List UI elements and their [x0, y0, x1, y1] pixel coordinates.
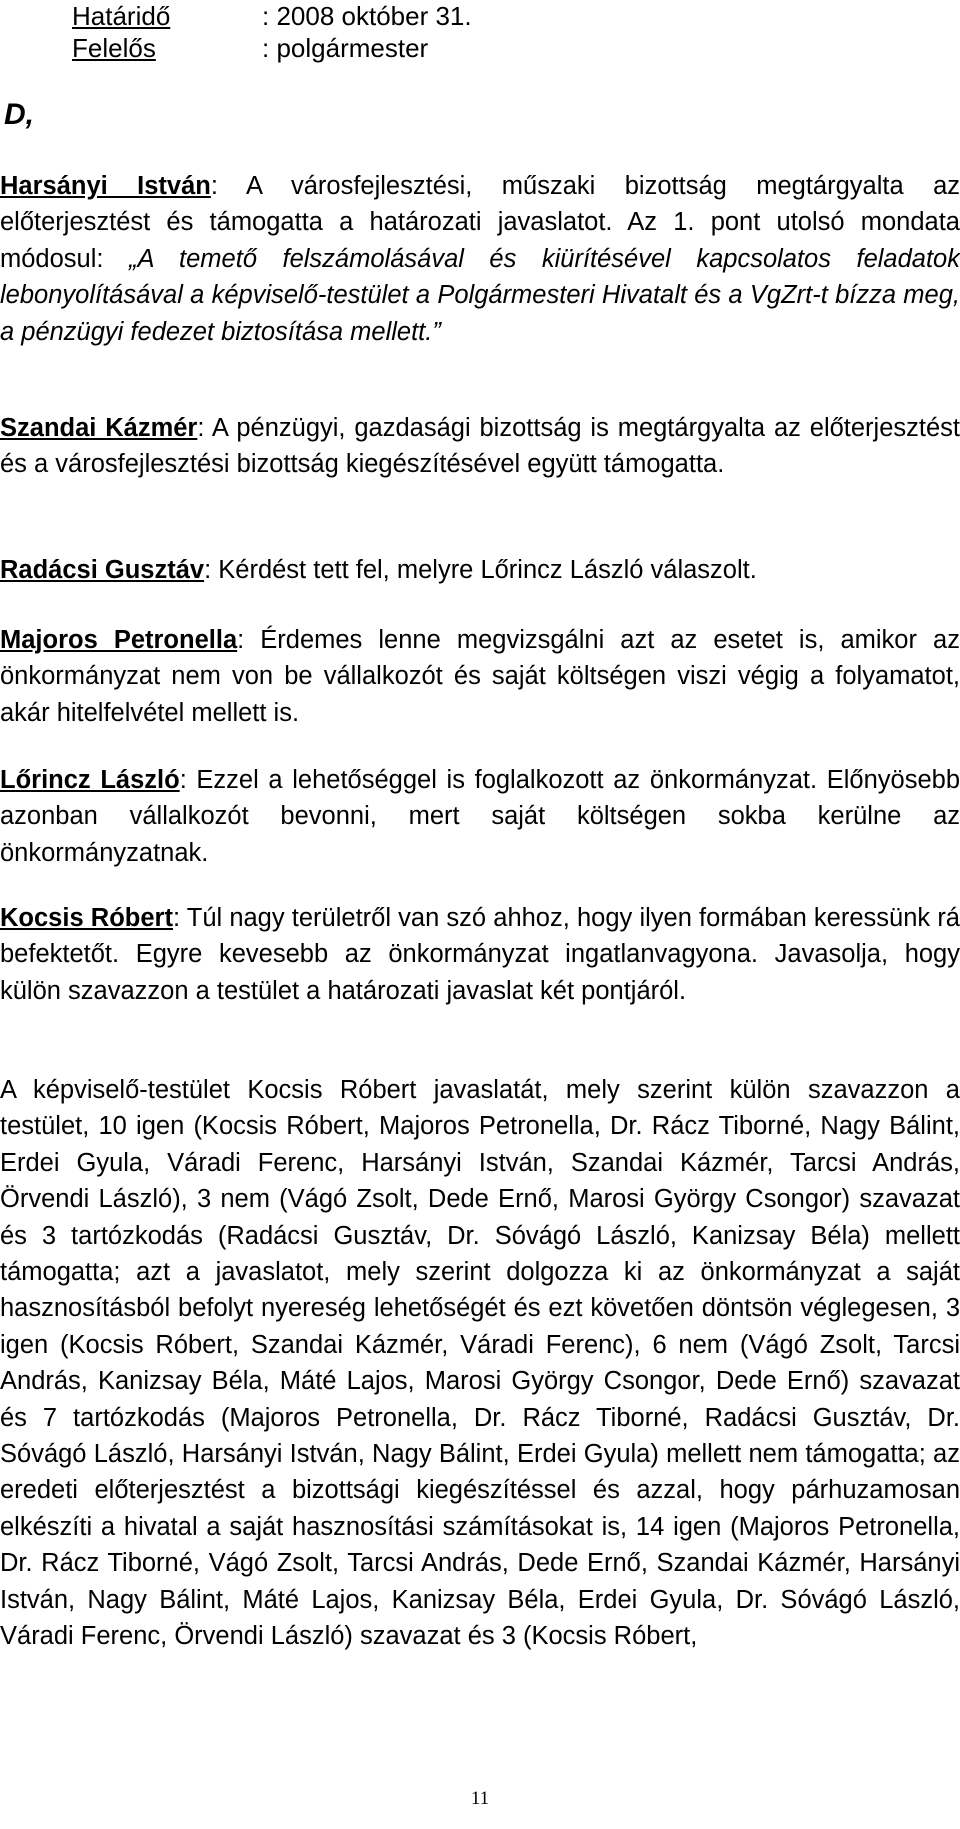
deadline-label: Határidő — [72, 1, 171, 31]
speaker-name: Harsányi István — [0, 172, 211, 200]
speaker-name: Majoros Petronella — [0, 626, 238, 654]
responsible-row — [72, 32, 428, 64]
speaker-name: Kocsis Róbert — [0, 904, 173, 932]
paragraph-harsanyi — [0, 168, 960, 350]
speaker-name: Radácsi Gusztáv — [0, 556, 205, 584]
paragraph-text: : Túl nagy területről van szó ahhoz, hogy ilyen formában keressünk rá befektetőt. Egyre kevesebb az önkormányzat ingatlanvagyona. Javasolja, hogy külön szavazzon a testület a határozati javaslat két pontjáról. — [0, 904, 960, 1005]
amendment-quote: „A temető felszámolásával és kiürítésével kapcsolatos feladatok lebonyolításával a képviselő-testület a Polgármesteri Hivatalt és a VgZrt-t bízza meg, a pénzügyi fedezet biztosítása mellett.” — [0, 244, 960, 346]
speaker-name: Szandai Kázmér — [0, 414, 198, 442]
paragraph-lorincz — [0, 762, 960, 871]
paragraph-radacsi — [0, 552, 960, 588]
speaker-name: Lőrincz László — [0, 766, 180, 794]
paragraph-text: : Érdemes lenne megvizsgálni azt az esetet is, amikor az önkormányzat nem von be vállalkozót és saját költségen viszi végig a folyamatot, akár hitelfelvétel mellett is. — [0, 626, 960, 727]
paragraph-majoros — [0, 622, 960, 731]
paragraph-text: : A városfejlesztési, műszaki bizottság megtárgyalta az előterjesztést és támogatta a határozati javaslatot. Az 1. pont utolsó mondata módosul: — [0, 172, 960, 273]
paragraph-text: A képviselő-testület Kocsis Róbert javaslatát, mely szerint külön szavazzon a testület, 10 igen (Kocsis Róbert, Majoros Petronella, Dr. Rácz Tiborné, Nagy Bálint, Erdei Gyula, Váradi Ferenc, Harsányi István, Szandai Kázmér, Tarcsi András, Örvendi László), 3 nem (Vágó Zsolt, Dede Ernő, Marosi György Csongor) szavazat és 3 tartózkodás (Radácsi Gusztáv, Dr. Sóvágó László, Kanizsay Béla) mellett támogatta; azt a javaslatot, mely szerint dolgozza ki az önkormányzat a saját hasznosításból befolyt nyereség lehetőségét és ezt követően döntsön véglegesen, 3 igen (Kocsis Róbert, Szandai Kázmér, Váradi Ferenc), 6 nem (Vágó Zsolt, Tarcsi András, Kanizsay Béla, Máté Lajos, Marosi György Csongor, Dede Ernő) szavazat és 7 tartózkodás (Majoros Petronella, Dr. Rácz Tiborné, Radácsi Gusztáv, Dr. Sóvágó László, Harsányi István, Nagy Bálint, Erdei Gyula) mellett nem támogatta; az eredeti előterjesztést a bizottsági kiegészítéssel és azzal, hogy párhuzamosan elkészíti a hivatal a saját hasznosítási számításokat is, 14 igen (Majoros Petronella, Dr. Rácz Tiborné, Vágó Zsolt, Tarcsi András, Dede Ernő, Szandai Kázmér, Harsányi István, Nagy Bálint, Máté Lajos, Kanizsay Béla, Erdei Gyula, Dr. Sóvágó László, Váradi Ferenc, Örvendi László) szavazat és 3 (Kocsis Róbert, — [0, 1076, 960, 1651]
responsible-label: Felelős — [72, 33, 156, 63]
paragraph-szandai — [0, 410, 960, 483]
paragraph-text: : Ezzel a lehetőséggel is foglalkozott az önkormányzat. Előnyösebb azonban vállalkozót bevonni, mert saját költségen sokba kerülne az önkormányzatnak. — [0, 766, 960, 867]
paragraph-text: : A pénzügyi, gazdasági bizottság is megtárgyalta az előterjesztést és a városfejlesztési bizottság kiegészítésével együtt támogatta. — [0, 414, 960, 479]
responsible-value: : polgármester — [262, 33, 429, 63]
paragraph-resolution — [0, 1072, 960, 1655]
deadline-row — [72, 0, 472, 32]
page-number: 11 — [470, 1788, 490, 1809]
paragraph-text: : Kérdést tett fel, melyre Lőrincz László válaszolt. — [204, 556, 757, 584]
paragraph-kocsis — [0, 900, 960, 1009]
deadline-value: : 2008 október 31. — [262, 1, 472, 31]
section-letter: D, — [4, 98, 34, 131]
